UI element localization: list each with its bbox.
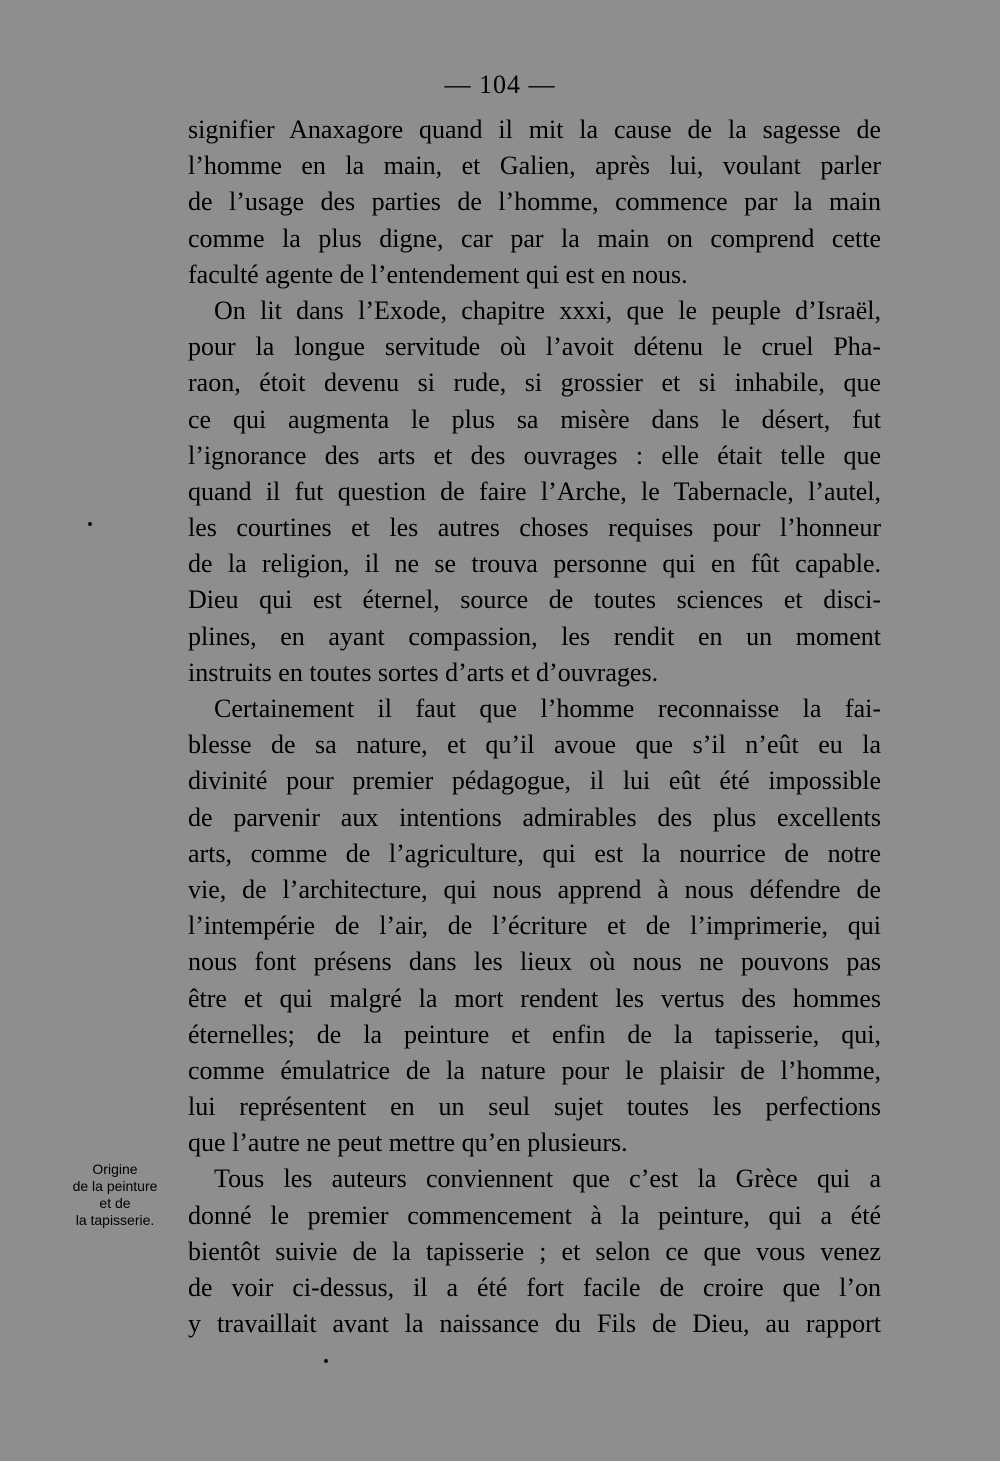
print-speck bbox=[88, 522, 92, 526]
text-line: éternelles; de la peinture et enfin de la tapisserie, qui, bbox=[188, 1019, 881, 1049]
text-line: faculté agente de l’entendement qui est en nous. bbox=[188, 259, 688, 289]
print-speck bbox=[324, 1359, 328, 1363]
text-line: de parvenir aux intentions admirables des plus excellents bbox=[188, 802, 881, 832]
text-line: l’ignorance des arts et des ouvrages : elle était telle que bbox=[188, 440, 881, 470]
text-line: arts, comme de l’agriculture, qui est la nourrice de notre bbox=[188, 838, 881, 868]
text-line: divinité pour premier pédagogue, il lui eût été impossible bbox=[188, 766, 881, 796]
text-line: Dieu qui est éternel, source de toutes sciences et disci- bbox=[188, 585, 881, 615]
text-line: comme émulatrice de la nature pour le plaisir de l’homme, bbox=[188, 1055, 881, 1085]
body-text bbox=[188, 112, 881, 1342]
text-line: On lit dans l’Exode, chapitre xxxi, que le peuple d’Israël, bbox=[214, 295, 881, 325]
text-line: l’intempérie de l’air, de l’écriture et de l’imprimerie, qui bbox=[188, 911, 881, 941]
text-line: quand il fut question de faire l’Arche, le Tabernacle, l’autel, bbox=[188, 476, 881, 506]
margin-note-line: la tapisserie. bbox=[75, 1212, 155, 1228]
text-line: ce qui augmenta le plus sa misère dans le désert, fut bbox=[188, 404, 881, 434]
text-line: vie, de l’architecture, qui nous apprend à nous défendre de bbox=[188, 874, 881, 904]
page-number: — 104 — bbox=[444, 70, 556, 99]
text-line: donné le premier commencement à la peinture, qui a été bbox=[188, 1200, 881, 1230]
text-line: raon, étoit devenu si rude, si grossier et si inhabile, que bbox=[188, 368, 881, 398]
text-line: instruits en toutes sortes d’arts et d’ouvrages. bbox=[188, 657, 659, 687]
text-line: y travaillait avant la naissance du Fils de Dieu, au rapport bbox=[188, 1309, 881, 1339]
text-line: Certainement il faut que l’homme reconnaisse la fai- bbox=[214, 694, 881, 723]
margin-note-line: de la peinture bbox=[72, 1178, 158, 1194]
text-line: blesse de sa nature, et qu’il avoue que s’il n’eût eu la bbox=[188, 730, 881, 760]
text-line: de l’usage des parties de l’homme, commence par la main bbox=[188, 187, 881, 217]
text-line: l’homme en la main, et Galien, après lui, voulant parler bbox=[188, 151, 881, 181]
text-line: être et qui malgré la mort rendent les vertus des hommes bbox=[188, 983, 881, 1013]
text-line: lui représentent en un seul sujet toutes les perfections bbox=[188, 1092, 881, 1122]
text-line: signifier Anaxagore quand il mit la cause de la sagesse de bbox=[188, 115, 881, 144]
text-line: que l’autre ne peut mettre qu’en plusieurs. bbox=[188, 1128, 628, 1158]
text-line: plines, en ayant compassion, les rendit en un moment bbox=[188, 621, 881, 651]
text-line: nous font présens dans les lieux où nous ne pouvons pas bbox=[188, 947, 881, 977]
text-line: les courtines et les autres choses requises pour l’honneur bbox=[188, 513, 881, 543]
text-line: de voir ci-dessus, il a été fort facile de croire que l’on bbox=[188, 1273, 881, 1302]
margin-note-line: Origine bbox=[92, 1161, 138, 1177]
text-line: comme la plus digne, car par la main on comprend cette bbox=[188, 223, 881, 253]
text-line: Tous les auteurs conviennent que c’est la Grèce qui a bbox=[214, 1164, 881, 1194]
margin-note bbox=[40, 1161, 190, 1229]
text-line: de la religion, il ne se trouva personne qui en fût capable. bbox=[188, 549, 881, 579]
margin-note-line: et de bbox=[99, 1195, 131, 1211]
text-line: bientôt suivie de la tapisserie ; et selon ce que vous venez bbox=[188, 1236, 881, 1266]
text-line: pour la longue servitude où l’avoit détenu le cruel Pha- bbox=[188, 332, 881, 362]
